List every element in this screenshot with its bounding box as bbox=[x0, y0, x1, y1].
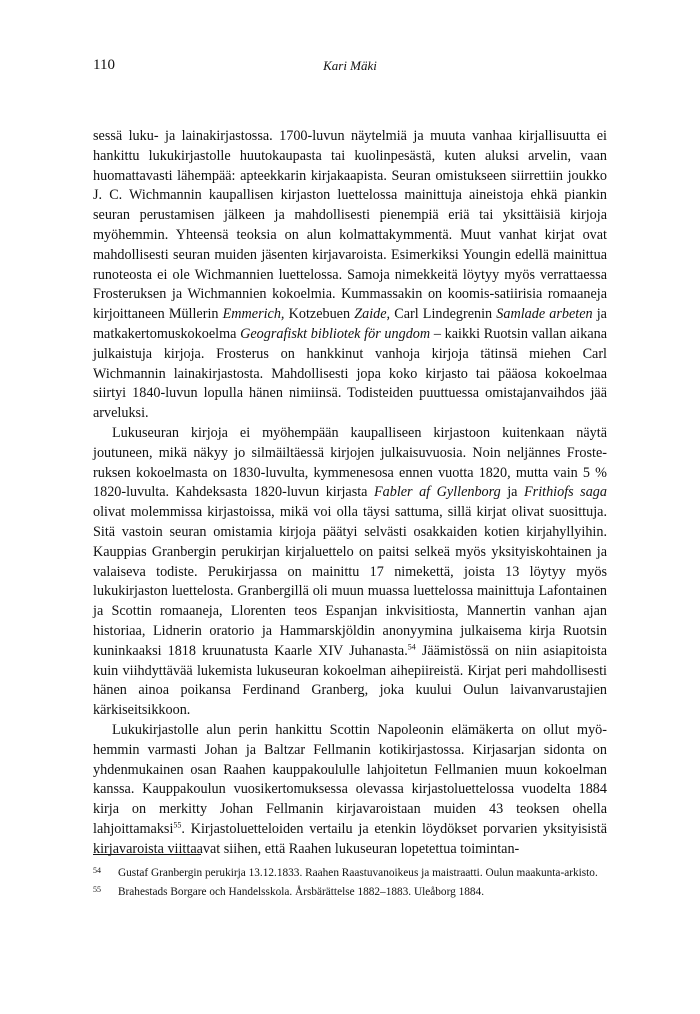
footnote-54 bbox=[93, 865, 607, 881]
footnote-text: Gustaf Granbergin perukirja 13.12.1833. Raahen Raastuvanoikeus ja maistraatti. Oulun maakunta-arkisto. bbox=[118, 867, 598, 879]
footnote-number: 54 bbox=[93, 866, 101, 875]
running-head-author: Kari Mäki bbox=[323, 58, 377, 73]
footnote-number: 55 bbox=[93, 885, 101, 894]
page-number: 110 bbox=[93, 57, 115, 73]
body-text bbox=[93, 127, 607, 859]
footnote-ref-55[interactable]: 55 bbox=[173, 820, 182, 830]
paragraph-3: Lukukirjastolle alun perin hankittu Scottin Napoleonin elämäkerta on ollut myöhemmin varmasti Johan ja Baltzar Fellmanin kotikirjastossa. Kirjasarjan sidonta on yhdenmukainen osan Raahen kauppakoululle lahjoitetun Fellmanien muun kokoelman kanssa. Kauppakoulun vuosikertomuksessa olevassa kirjastoluettelossa vuodelta 1884 kirja on merkitty Johan Fellmanin kirjavaroistaan muiden 43 teoksen ohella lahjoittamaksi$^{55}$. Kirjastoluetteloiden vertailu ja etenkin löydökset porvarien yksityisistä kirjavaroista viittaavat siihen, että Raahen lukuseuran lopetettua toimintan- bbox=[93, 721, 607, 857]
paragraph-1: sessä luku- ja lainakirjastossa. 1700-luvun näytelmiä ja muuta vanhaa kirjallisuutta ei hankittu lukukirjastolle huutokaupasta tai kuolinpesästä, kuten aluksi arvelin, vaan huomattavasti lähempää: apteekkarin kirjakaapista. Seuran omistukseen siirrettiin joukko J. C. Wichmannin kaupallisen kirjaston luettelossa mainittuja aineistoja ehkä piankin seuran perustamisen jälkeen ja mahdollisesti pienempiä eriä tai yksittäisiä kirjoja myöhemmin. Yhteensä teoksia on alun kolmattakymmentä. Muut vanhat kirjat ovat mahdollisesti seuran muiden jäsenten kirjavaroista. Esimerkiksi Youngin edellä mainittua runoteosta ei ole Wichmannien luettelossa. Samoja nimekkeitä löytyy myös verrattaessa Frosteruksen ja Wichmannien kokoelmia. Kummassakin on koomis-satiirisia romaaneja kirjoittaneen Müllerin Emmerich, Kotzebuen Zaide, Carl Lindegrenin Samlade arbeten ja matkakertomuskokoelma Geografiskt bibliotek för ungdom – kaikki Ruotsin vallan aikana julkaistuja kirjoja. Frosterus on hankkinut vanhoja kirjoja tätinsä miehen Carl Wichmannin lainakirjastosta. Mahdollisesti jopa koko kirjasto tai pääosa kokoelmaa siirtyi 1840-luvun lopulla hänen nimiinsä. Todisteiden puuttuessa omistajanvaihdos jää arveluksi. bbox=[93, 128, 608, 422]
footnote-55 bbox=[93, 884, 607, 900]
footnote-ref-54[interactable]: 54 bbox=[407, 641, 416, 651]
running-head bbox=[93, 57, 607, 77]
footnotes bbox=[93, 865, 607, 903]
footnote-text: Brahestads Borgare och Handelsskola. Årsbärättelse 1882–1883. Uleåborg 1884. bbox=[118, 886, 485, 898]
paragraph-2: Lukuseuran kirjoja ei myöhempään kaupalliseen kirjastoon kuitenkaan näytä joutuneen, mikä näkyy jo silmäiltäessä kirjojen julkaisuvuosia. Noin neljännes Frosteruksen kokoelmasta on 1830-luvulta, kymmenesosa ennen vuotta 1820, mutta vain 5 % 1820-luvulta. Kahdeksasta 1820-luvun kirjasta Fabler af Gyllenborg ja Frithiofs saga olivat molemmissa kirjastoissa, mikä voi olla täysi sattuma, sillä kirjat olivat suosittuja. Sitä vastoin seuran omistamia kirjoja päätyi selvästi osakkaiden kotien kirjahyllyihin. Kauppias Granbergin perukirjan kirjaluettelo on paitsi selkeä myös yksityiskohtainen ja valaiseva todiste. Perukirjassa on mainittu 17 nimekettä, joista 13 löytyy myös lukukirjaston luettelosta. Granbergillä oli muun muassa luettelossa mainittuja Lafontainen ja Scottin romaaneja, Llorenten teos Espanjan inkvisitiosta, Mannertin vanhan ajan historiaa, Lidnerin oratorio ja Hammarskjöldin anonyymina julkaisema kirja Ruotsin kuninkaaksi 1818 kruunatusta Kaarle XIV Juhanasta.$^{54}$ Jäämistössä on niin asiapitoista kuin viihdyttävää lukemista lukuseuran kokoelman aihepiireistä. Kirjat peri mahdollisesti hänen ainoa poikansa Ferdinand Granberg, joka kuului Oulun laivanvarustajien kärkiseitsikkoon. bbox=[93, 424, 607, 719]
footnote-divider bbox=[93, 854, 201, 855]
